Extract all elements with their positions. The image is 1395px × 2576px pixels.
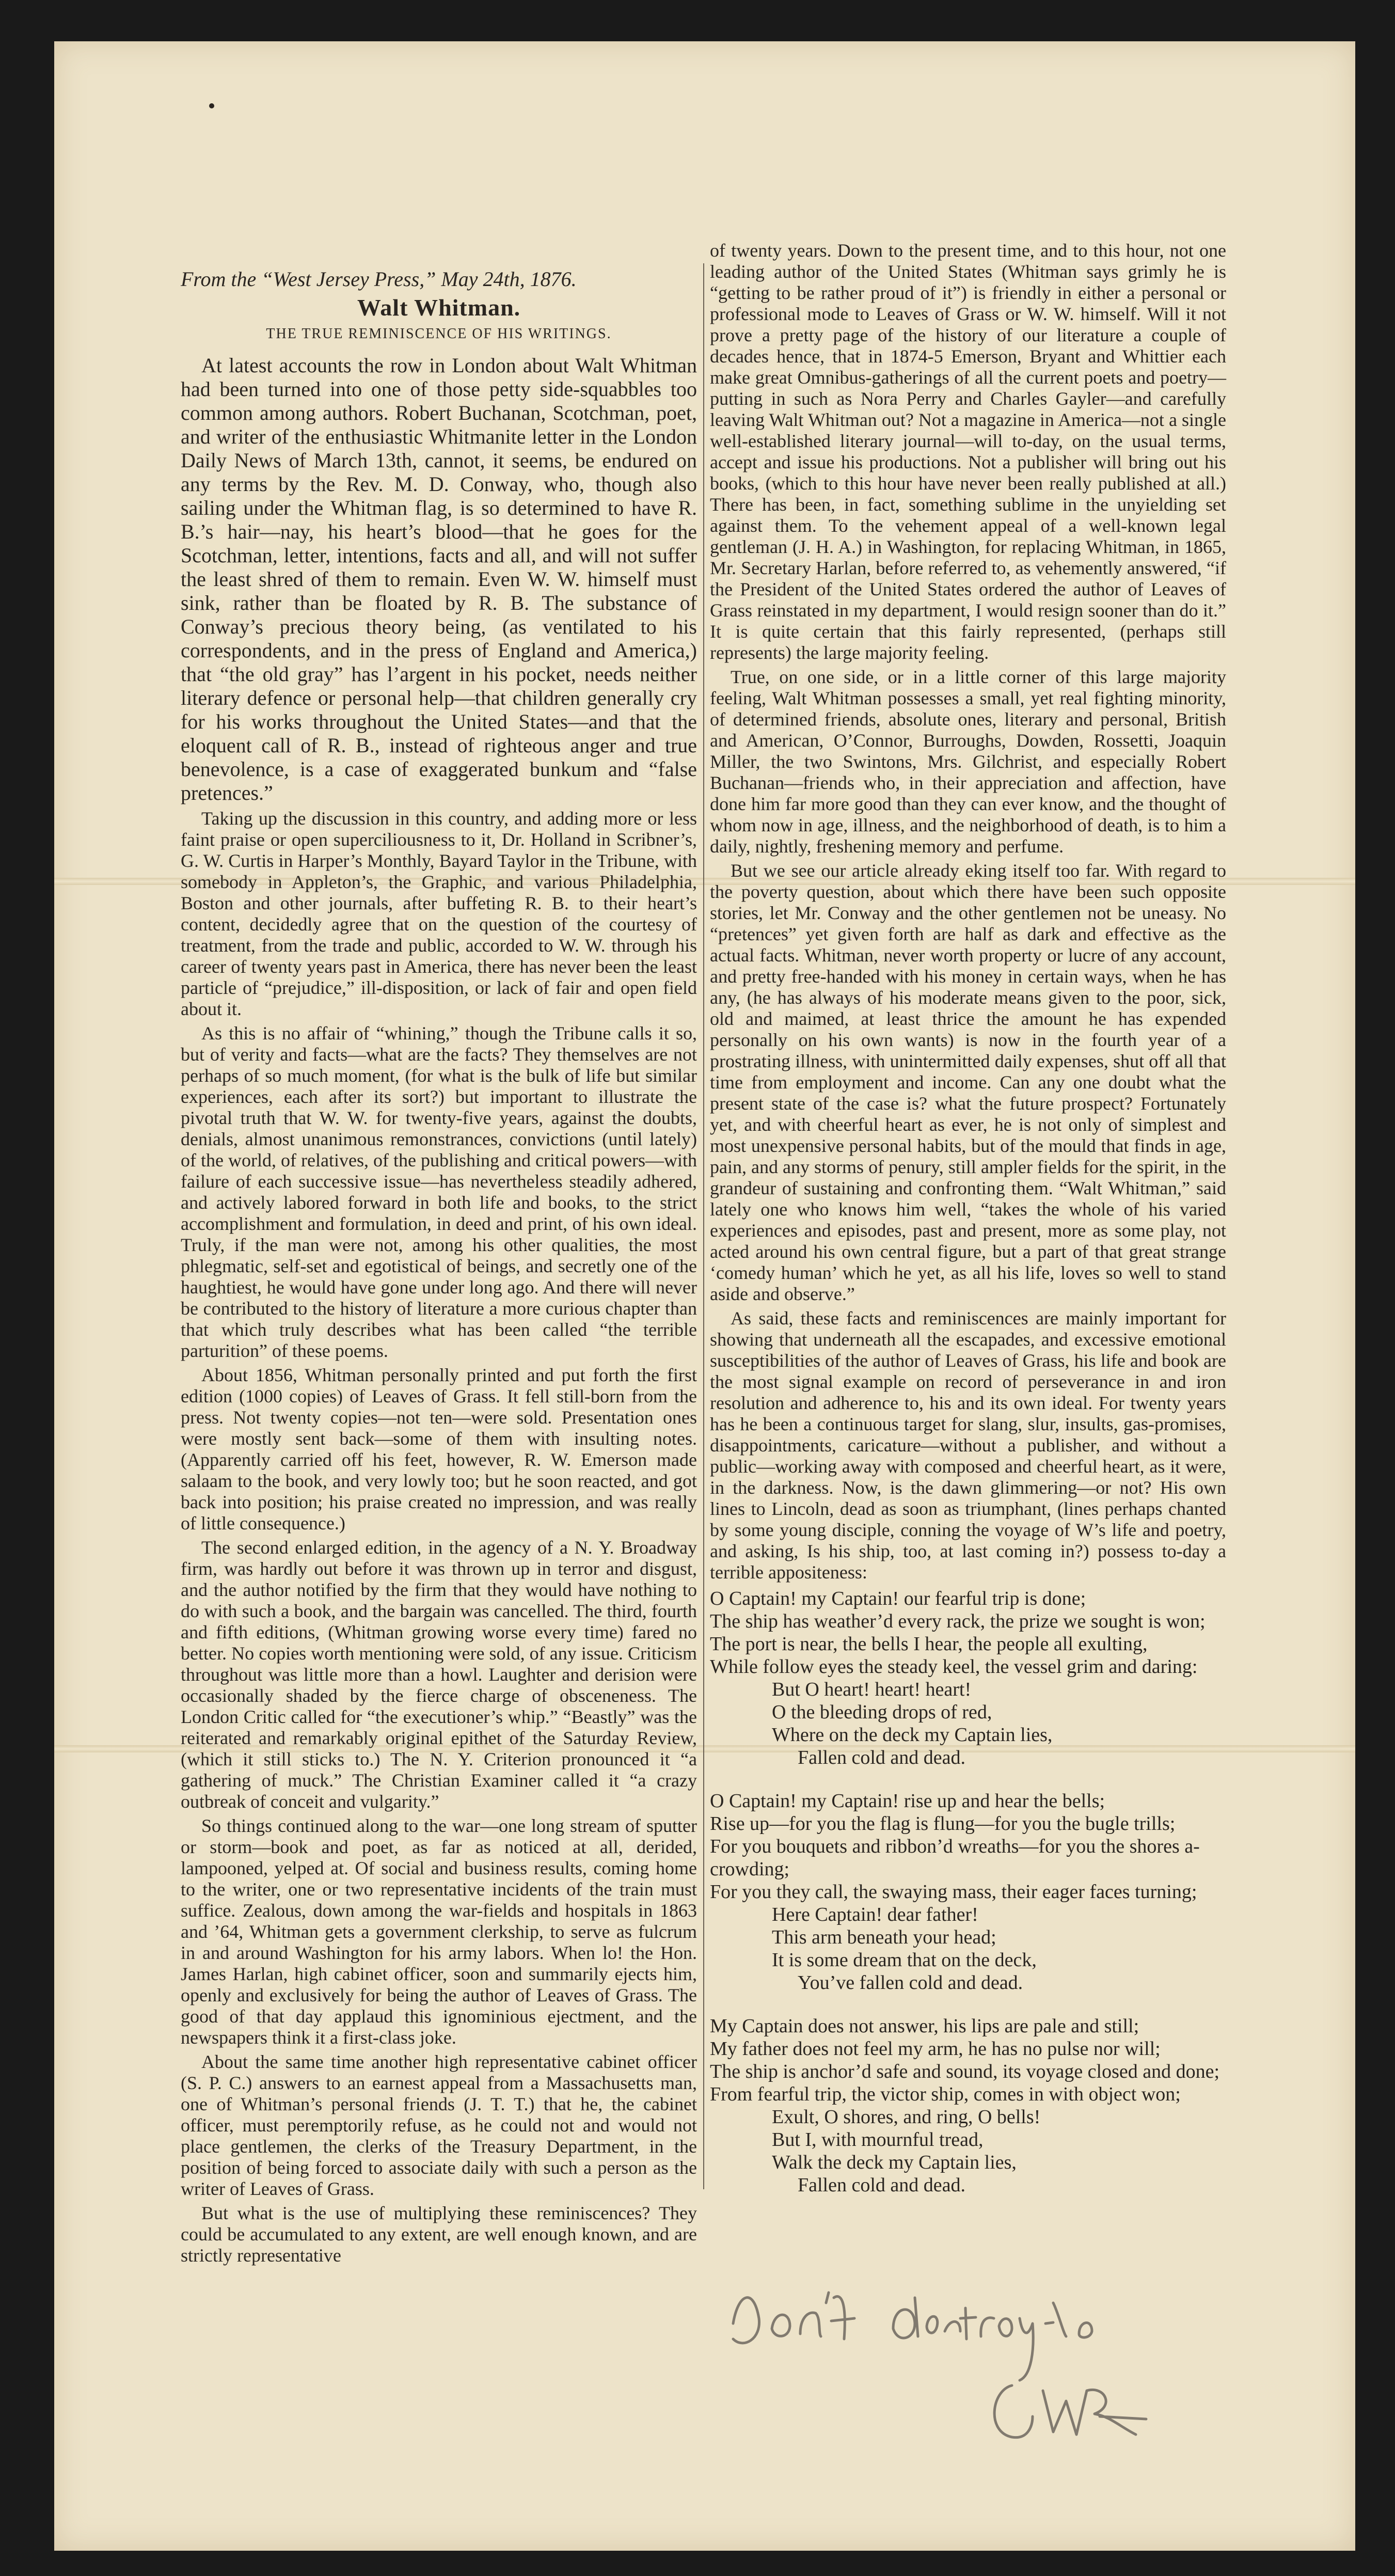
paragraph: But what is the use of multiplying these reminiscences? They could be accumulated to any extent, are well enough known, and are strictly representative — [181, 2203, 697, 2266]
source-line: From the “West Jersey Press,” May 24th, 1876. — [181, 267, 577, 291]
poem-line: This arm beneath your head; — [772, 1926, 996, 1948]
paragraph: But we see our article already eking itself too far. With regard to the poverty question, about which there have been such opposite stories, let Mr. Conway and the other gentlemen not be uneasy. No “pretences” yet given forth are half as dark and effective as the actual facts. Whitman, never worth property or lucre of any account, and pretty free-handed with his money in certain ways, when he has any, (he has always of his moderate means given to the poor, sick, old and maimed, at least thrice the amount he has expended personally on his own wants) is now in the fourth year of a prostrating illness, with unintermitted daily expenses, shut off all that time from employment and income. Can any one doubt what the present state of the case is? what the future prospect? Fortunately yet, and with cheerful heart as ever, he is not only of simplest and most unexpensive personal habits, but of the mould that finds in age, pain, and any storms of penury, still ampler fields for the spirit, in the grandeur of sustaining and confronting them. “Walt Whitman,” said lately one who knows him well, “takes the whole of his varied experiences and episodes, past and present, more as some play, not acted around his own central figure, but a part of that great strange ‘comedy human’ which he yet, as all his life, loves so well to stand aside and observe.” — [710, 860, 1226, 1304]
left-column — [181, 268, 697, 2269]
poem-o-captain — [710, 1587, 1226, 2196]
pin-hole — [209, 103, 214, 108]
poem-line: My father does not feel my arm, he has no pulse nor will; — [710, 2038, 1161, 2060]
right-column — [710, 240, 1226, 2217]
poem-line: Fallen cold and dead. — [798, 2174, 966, 2196]
handwritten-note — [723, 2262, 1187, 2468]
paragraph: At latest accounts the row in London about Walt Whitman had been turned into one of those petty side-squabbles too common among authors. Robert Buchanan, Scotchman, poet, and writer of the enthusiastic Whitmanite letter in the London Daily News of March 13th, cannot, it seems, be endured on any terms by the Rev. M. D. Conway, who, though also sailing under the Whitman flag, is so determined to have R. B.’s hair—nay, his heart’s blood—that he goes for the Scotchman, letter, intentions, facts and all, and will not suffer the least shred of them to remain. Even W. W. himself must sink, rather than be floated by R. B. The substance of Conway’s precious theory being, (as ventilated to his correspondents, and in the press of England and America,) that “the old gray” has l’argent in his pocket, needs neither literary defence or personal help—that children generally cry for his works throughout the United States—and that the eloquent call of R. B., instead of righteous anger and true benevolence, is a case of exaggerated bunkum and “false pretences.” — [181, 354, 697, 804]
article-subtitle: THE TRUE REMINISCENCE OF HIS WRITINGS. — [266, 326, 612, 342]
poem-stanza — [710, 1587, 1226, 1769]
paragraph: The second enlarged edition, in the agency of a N. Y. Broadway firm, was hardly out before it was thrown up in terror and disgust, and the author notified by the firm that they would have nothing to do with such a book, and the bargain was cancelled. The third, fourth and fifth editions, (Whitman growing worse every time) fared no better. No copies worth mentioning were sold, of any issue. Criticism throughout was little more than a howl. Laughter and derision were occasionally shaded by the fierce charge of obsceneness. The London Critic called for “the executioner’s whip.” “Beastly” was the reiterated and remarkably original epithet of the Saturday Review, (which it still sticks to.) The N. Y. Criterion pronounced it “a gathering of muck.” The Christian Examiner called it “a crazy outbreak of conceit and vulgarity.” — [181, 1537, 697, 1812]
poem-line: Exult, O shores, and ring, O bells! — [772, 2106, 1041, 2128]
paragraph: of twenty years. Down to the present time, and to this hour, not one leading author of the United States (Whitman says grimly he is “getting to be rather proud of it”) is friendly in either a personal or professional mode to Leaves of Grass or W. W. himself. Will it not prove a pretty page of the history of our literature a couple of decades hence, that in 1874-5 Emerson, Bryant and Whittier each make great Omnibus-gatherings of all the current poets and poetry—putting in such as Nora Perry and Charles Gayler—and carefully leaving Walt Whitman out? Not a magazine in America—not a single well-established literary journal—will to-day, on the usual terms, accept and issue his productions. Not a publisher will bring out his books, (which to this hour have never been really published at all.) There has been, in fact, something sublime in the unyielding set against them. To the vehement appeal of a well-known legal gentleman (J. H. A.) in Washington, for replacing Whitman, in 1865, Mr. Secretary Harlan, before referred to, as vehemently answered, “if the President of the United States ordered the author of Leaves of Grass reinstated in my department, I would resign sooner than do it.” It is quite certain that this fairly represented, (perhaps still represents) the large majority feeling. — [710, 240, 1226, 663]
poem-stanza — [710, 2015, 1226, 2196]
paragraph: So things continued along to the war—one long stream of sputter or storm—book and poet, as far as noticed at all, derided, lampooned, yelped at. Of social and business results, coming home to the writer, one or two representative incidents of the train must suffice. Zealous, down among the war-fields and hospitals in 1863 and ’64, Whitman gets a government clerkship, to serve as fulcrum in and around Washington for his army labors. When lo! the Hon. James Harlan, high cabinet officer, soon and summarily ejects him, openly and exclusively for being the author of Leaves of Grass. The good of that day applaud this ignominious ejectment, and the newspapers think it a first-class joke. — [181, 1815, 697, 2048]
poem-line: O Captain! my Captain! our fearful trip is done; — [710, 1588, 1086, 1609]
poem-line: Here Captain! dear father! — [772, 1904, 978, 1925]
poem-line: The ship has weather’d every rack, the prize we sought is won; — [710, 1610, 1206, 1632]
poem-line: From fearful trip, the victor ship, comes in with object won; — [710, 2083, 1181, 2105]
poem-line: Walk the deck my Captain lies, — [772, 2152, 1017, 2173]
poem-line: For you they call, the swaying mass, their eager faces turning; — [710, 1881, 1197, 1903]
poem-line: For you bouquets and ribbon’d wreaths—for you the shores a-crowding; — [710, 1836, 1200, 1880]
poem-line: The ship is anchor’d safe and sound, its voyage closed and done; — [710, 2061, 1220, 2082]
poem-line: While follow eyes the steady keel, the vessel grim and daring: — [710, 1656, 1198, 1678]
poem-line: The port is near, the bells I hear, the people all exulting, — [710, 1633, 1148, 1655]
paragraph: About 1856, Whitman personally printed and put forth the first edition (1000 copies) of Leaves of Grass. It fell still-born from the press. Not twenty copies—not ten—were sold. Presentation ones were mostly sent back—some of them with insulting notes. (Apparently carried off his feet, however, R. W. Emerson made salaam to the book, and very lowly too; but he soon reacted, and got back into position; his praise created no impression, and was really of little consequence.) — [181, 1365, 697, 1534]
paragraph: About the same time another high representative cabinet officer (S. P. C.) answers to an earnest appeal from a Massachusetts man, one of Whitman’s personal friends (J. T. T.) that he, the cabinet officer, must peremptorily refuse, as he could not and would not place gentlemen, the clerks of the Treasury Department, in the position of being forced to associate daily with such a person as the writer of Leaves of Grass. — [181, 2051, 697, 2199]
poem-line: My Captain does not answer, his lips are pale and still; — [710, 2015, 1139, 2037]
poem-line: Where on the deck my Captain lies, — [772, 1724, 1053, 1746]
handwriting-destroy — [893, 2298, 1092, 2380]
poem-line: Fallen cold and dead. — [798, 1747, 966, 1768]
poem-line: It is some dream that on the deck, — [772, 1949, 1037, 1971]
article-title: Walt Whitman. — [357, 294, 521, 321]
paragraph: As said, these facts and reminiscences are mainly important for showing that underneath all the escapades, and excessive emotional susceptibilities of the author of Leaves of Grass, his life and book are the most signal example on record of perseverance in and iron resolution and adherence to, his and its own ideal. For twenty years has he been a continuous target for slang, slur, insults, gas-promises, disappointments, caricature—without a publisher, and without a public—working away with composed and cheerful heart, as it were, in the darkness. Now, is the dawn glimmering—or not? His own lines to Lincoln, dead as soon as triumphant, (lines perhaps chanted by some young disciple, conning the voyage of W’s life and poetry, and asking, Is his ship, too, at last coming in?) possess to-day a terrible appositeness: — [710, 1308, 1226, 1583]
poem-line: O Captain! my Captain! rise up and hear the bells; — [710, 1790, 1105, 1812]
paragraph: As this is no affair of “whining,” though the Tribune calls it so, but of verity and facts—what are the facts? They themselves are not perhaps of so much moment, (for what is the bulk of life but similar experiences, each after its sort?) but important to illustrate the pivotal truth that W. W. for twenty-five years, against the doubts, denials, almost unanimous remonstrances, convictions (until lately) of the world, of relatives, of the publishing and critical powers—with failure of each successive issue—has nevertheless steadily adhered, and actively labored forward in both life and books, to the strict accomplishment and formulation, in deed and print, of his own ideal. Truly, if the man were not, among his other qualities, the most phlegmatic, self-set and egotistical of beings, and secretly one of the haughtiest, he would have gone under long ago. And there will never be contributed to the history of literature a more curious chapter than that which truly describes what has been called “the terrible parturition” of these poems. — [181, 1023, 697, 1361]
poem-stanza — [710, 1790, 1226, 1994]
poem-line: But I, with mournful tread, — [772, 2129, 984, 2151]
poem-line: O the bleeding drops of red, — [772, 1701, 992, 1723]
poem-line: Rise up—for you the flag is flung—for you the bugle trills; — [710, 1813, 1176, 1835]
handwriting-initials — [994, 2385, 1146, 2438]
paragraph: Taking up the discussion in this country, and adding more or less faint praise or open superciliousness to it, Dr. Holland in Scribner’s, G. W. Curtis in Harper’s Monthly, Bayard Taylor in the Tribune, with somebody in Appleton’s, the Graphic, and various Philadelphia, Boston and other journals, after buffeting R. B. to their heart’s content, decidedly agree that on the question of the courtesy of treatment, from the trade and public, accorded to W. W. through his career of twenty years past in America, there has never been the least particle of “prejudice,” ill-disposition, or lack of fair and open field about it. — [181, 808, 697, 1019]
poem-line: But O heart! heart! heart! — [772, 1679, 972, 1700]
paragraph: True, on one side, or in a little corner of this large majority feeling, Walt Whitman possesses a small, yet real fighting minority, of determined friends, absolute ones, literary and personal, British and American, O’Connor, Burroughs, Dowden, Rossetti, Joaquin Miller, the two Swintons, Mrs. Gilchrist, and especially Robert Buchanan—friends who, in their appreciation and affection, have done him far more good than they can ever know, and the thought of whom now in age, illness, and the neighborhood of death, is to him a daily, nightly, freshening memory and perfume. — [710, 667, 1226, 857]
column-divider — [703, 263, 704, 2189]
poem-line: You’ve fallen cold and dead. — [798, 1972, 1023, 1994]
handwriting-dont — [733, 2293, 854, 2343]
